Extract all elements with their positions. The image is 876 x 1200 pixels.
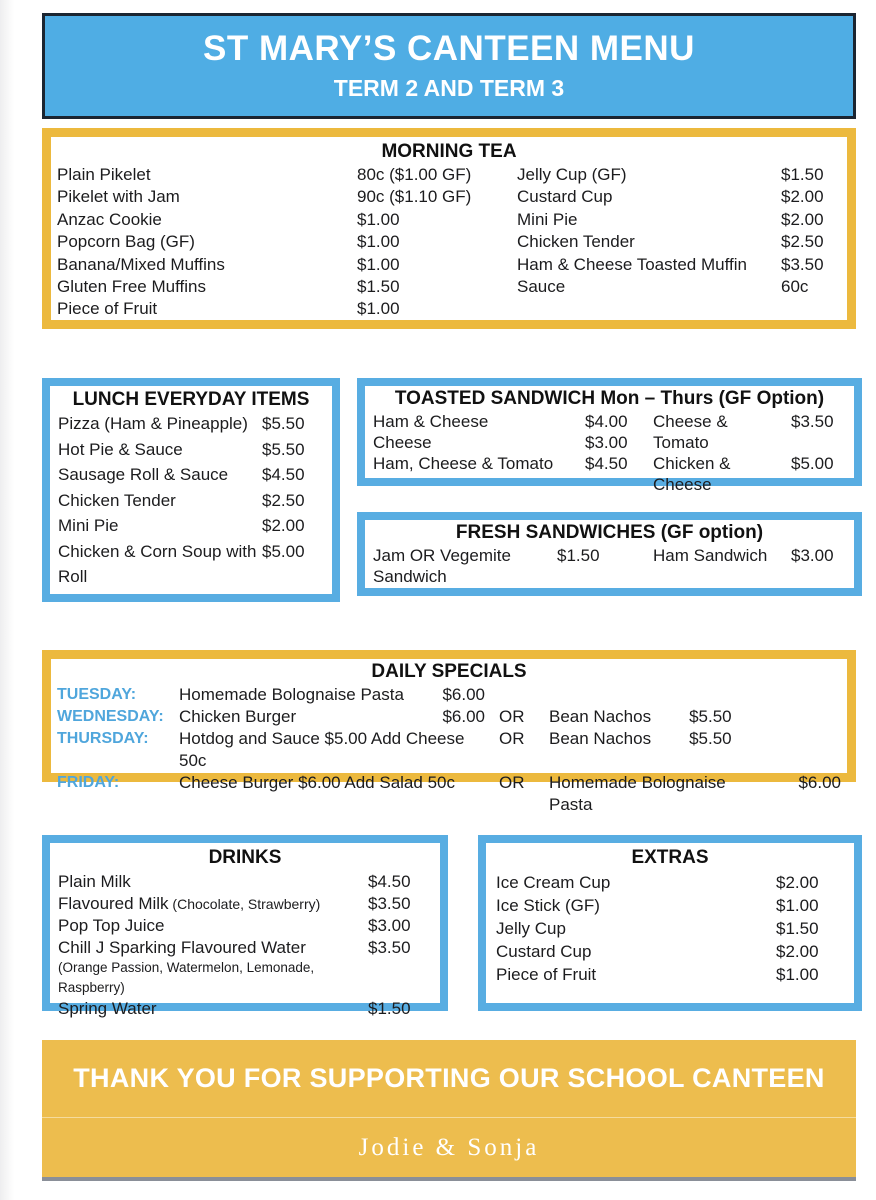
menu-item-name: Jelly Cup (GF)	[517, 165, 627, 184]
daily-special-item: Cheese Burger $6.00 Add Salad 50c	[179, 773, 455, 792]
menu-item-price: $1.00	[357, 232, 400, 252]
menu-item-name: (Orange Passion, Watermelon, Lemonade, Raspberry)	[58, 960, 315, 995]
menu-item-row	[57, 298, 507, 320]
morning-tea-right-column	[517, 164, 841, 321]
page-title: ST MARY’S CANTEEN MENU	[203, 28, 695, 68]
menu-item-name: Chicken & Corn Soup with Roll	[58, 541, 257, 586]
menu-item-price: $1.50	[776, 919, 819, 938]
daily-special-row	[57, 728, 841, 772]
lunch-item-list	[58, 411, 324, 590]
menu-item-name: Ham & Cheese Toasted Muffin	[517, 254, 747, 274]
menu-item-name: Chicken Tender	[58, 490, 176, 510]
menu-item-name: Sauce	[517, 277, 566, 297]
menu-item-name: Ice Stick (GF)	[496, 896, 600, 915]
menu-item-price: $3.00	[791, 546, 834, 565]
menu-item-price: $5.50	[262, 439, 305, 459]
daily-special-main	[179, 772, 499, 816]
menu-item-row	[517, 231, 841, 253]
menu-item-name: Piece of Fruit	[496, 965, 597, 984]
menu-item-price	[368, 958, 432, 998]
menu-item-row	[58, 539, 324, 590]
drinks-title: DRINKS	[208, 847, 282, 868]
menu-item-price: $4.50	[262, 465, 305, 484]
menu-item-name: Popcorn Bag (GF)	[57, 232, 195, 252]
menu-item-name: Hot Pie & Sauce	[58, 439, 183, 459]
menu-item-row	[57, 231, 507, 253]
fresh-sandwiches-columns	[373, 545, 846, 587]
daily-special-day: TUESDAY:	[57, 686, 137, 703]
menu-item-name: Ham Sandwich	[653, 546, 768, 565]
menu-item-row	[517, 254, 841, 276]
footer-signature: Jodie & Sonja	[358, 1133, 540, 1161]
menu-item-row	[58, 871, 432, 893]
menu-item-name: Spring Water	[58, 999, 157, 1018]
menu-item-price: $1.00	[357, 254, 400, 274]
daily-special-alt-item: Bean Nachos	[549, 729, 652, 748]
daily-special-alternative	[549, 684, 841, 706]
menu-item-price: $1.50	[368, 999, 411, 1018]
daily-specials-section	[42, 650, 856, 814]
menu-item-row	[373, 432, 645, 453]
menu-item-row	[57, 209, 507, 231]
menu-item-row	[58, 915, 432, 937]
menu-item-row	[653, 545, 846, 566]
menu-item-price: $1.00	[357, 299, 400, 319]
daily-special-main	[179, 706, 499, 728]
extras-section	[478, 835, 862, 1011]
menu-item-name: Custard Cup	[496, 942, 592, 961]
lunch-everyday-items-section	[42, 378, 340, 602]
menu-item-row	[58, 513, 324, 539]
menu-item-price: $2.00	[781, 209, 824, 229]
daily-special-alt-price: $6.00	[798, 773, 841, 792]
menu-item-row	[653, 453, 846, 495]
menu-item-row	[58, 437, 324, 463]
daily-special-or-label: OR	[499, 773, 525, 792]
menu-item-name: Custard Cup	[517, 187, 613, 207]
menu-item-row	[517, 209, 841, 231]
morning-tea-columns	[57, 164, 841, 321]
daily-special-or-label: OR	[499, 729, 525, 748]
daily-special-alt-price: $5.50	[689, 707, 732, 726]
daily-special-alt-price: $5.50	[689, 729, 732, 748]
menu-item-name: Piece of Fruit	[57, 299, 158, 319]
daily-special-alt-item: Bean Nachos	[549, 707, 652, 726]
menu-item-name: Chicken Tender	[517, 232, 635, 252]
menu-item-note: (Chocolate, Strawberry)	[168, 895, 321, 912]
daily-special-or-label	[499, 684, 549, 706]
menu-item-name: Gluten Free Muffins	[57, 277, 206, 297]
menu-item-row	[58, 958, 432, 998]
menu-item-row	[373, 545, 645, 587]
menu-item-price: 90c ($1.10 GF)	[357, 187, 472, 207]
menu-item-name: Mini Pie	[517, 209, 578, 229]
menu-item-name: Cheese & Tomato	[653, 412, 728, 452]
menu-item-name: Plain Pikelet	[57, 165, 151, 184]
menu-item-row	[58, 937, 432, 959]
lunch-title: LUNCH EVERYDAY ITEMS	[72, 389, 310, 410]
daily-special-price: $6.00	[442, 685, 485, 704]
menu-item-price: $1.00	[357, 209, 400, 229]
toasted-sandwich-section	[357, 378, 862, 494]
menu-item-row	[496, 963, 844, 986]
menu-item-name: Pop Top Juice	[58, 916, 165, 935]
menu-item-price: $3.00	[585, 433, 628, 452]
toasted-sandwich-columns	[373, 411, 846, 495]
menu-item-name: Mini Pie	[58, 516, 119, 535]
drinks-item-list	[58, 871, 432, 1020]
menu-item-price: $3.50	[368, 937, 411, 957]
menu-item-price: $4.50	[368, 872, 411, 891]
menu-item-name: Ham, Cheese & Tomato	[373, 454, 554, 473]
menu-item-name: Chill J Sparking Flavoured Water	[58, 937, 306, 957]
daily-specials-title: DAILY SPECIALS	[371, 661, 527, 682]
menu-item-price: $2.00	[776, 942, 819, 961]
menu-header-banner	[42, 13, 856, 119]
page-subtitle: TERM 2 AND TERM 3	[333, 75, 565, 102]
menu-item-price: 80c ($1.00 GF)	[357, 165, 472, 184]
menu-item-row	[517, 164, 841, 186]
menu-item-price: $3.00	[368, 916, 411, 935]
menu-item-name: Flavoured Milk (Chocolate, Strawberry)	[58, 893, 321, 913]
menu-item-row	[58, 411, 324, 437]
daily-special-or-label: OR	[499, 707, 525, 726]
menu-item-row	[496, 871, 844, 894]
drinks-section	[42, 835, 448, 1018]
menu-item-price: $5.00	[262, 541, 305, 561]
fresh-sandwiches-section	[357, 512, 862, 596]
menu-item-name: Sausage Roll & Sauce	[58, 465, 229, 484]
menu-item-price: $5.50	[262, 414, 305, 433]
menu-item-price: $2.50	[781, 232, 824, 252]
menu-item-row	[496, 940, 844, 963]
menu-item-price: 60c	[781, 277, 809, 297]
menu-item-row	[58, 488, 324, 514]
menu-item-row	[57, 276, 507, 298]
menu-item-price: $5.00	[791, 454, 834, 473]
daily-special-price: $6.00	[442, 707, 485, 726]
fresh-left-column	[373, 545, 653, 587]
daily-special-day: WEDNESDAY:	[57, 708, 164, 725]
menu-item-name: Jam OR Vegemite Sandwich	[373, 546, 511, 586]
toasted-sandwich-title: TOASTED SANDWICH Mon – Thurs (GF Option)	[394, 388, 825, 409]
fresh-right-column	[653, 545, 846, 587]
menu-item-row	[373, 411, 645, 432]
menu-item-name: Cheese	[373, 433, 432, 452]
daily-special-item: Homemade Bolognaise Pasta	[179, 685, 404, 704]
menu-item-price: $2.00	[781, 187, 824, 207]
menu-item-row	[58, 462, 324, 488]
daily-special-alternative	[549, 706, 841, 728]
menu-item-row	[57, 186, 507, 208]
menu-item-row	[57, 164, 507, 186]
footer-banner	[42, 1040, 856, 1181]
daily-special-row	[57, 684, 841, 706]
menu-item-price: $2.00	[776, 873, 819, 892]
daily-special-row	[57, 706, 841, 728]
menu-item-name: Pizza (Ham & Pineapple)	[58, 414, 248, 433]
menu-item-name: Pikelet with Jam	[57, 187, 180, 207]
menu-item-name: Banana/Mixed Muffins	[57, 254, 225, 274]
daily-special-main	[179, 728, 499, 772]
menu-item-name: Jelly Cup	[496, 919, 566, 938]
menu-item-price: $3.50	[368, 893, 411, 913]
menu-item-price: $3.50	[791, 412, 834, 431]
extras-title: EXTRAS	[631, 847, 709, 868]
toasted-right-column	[653, 411, 846, 495]
morning-tea-left-column	[57, 164, 517, 321]
menu-item-price: $3.50	[781, 254, 824, 274]
morning-tea-title: MORNING TEA	[381, 141, 517, 162]
daily-specials-rows	[57, 684, 841, 816]
daily-special-alternative	[549, 728, 841, 772]
menu-item-price: $4.00	[585, 412, 628, 431]
daily-special-item: Hotdog and Sauce $5.00 Add Cheese 50c	[179, 729, 465, 770]
footer-thank-you-text: THANK YOU FOR SUPPORTING OUR SCHOOL CANTEEN	[42, 1040, 856, 1118]
menu-item-row	[496, 894, 844, 917]
menu-item-price: $1.00	[776, 896, 819, 915]
menu-item-row	[496, 917, 844, 940]
daily-special-alternative	[549, 772, 841, 816]
toasted-left-column	[373, 411, 653, 495]
daily-special-day: THURSDAY:	[57, 730, 149, 747]
menu-item-price: $2.00	[262, 516, 305, 535]
menu-item-price: $2.50	[262, 490, 305, 510]
menu-item-price: $1.00	[776, 965, 819, 984]
menu-item-row	[58, 893, 432, 916]
menu-item-price: $4.50	[585, 454, 628, 473]
fresh-sandwiches-title: FRESH SANDWICHES (GF option)	[455, 522, 764, 543]
menu-item-name: Ice Cream Cup	[496, 873, 611, 892]
daily-special-row	[57, 772, 841, 816]
menu-item-row	[517, 276, 841, 298]
menu-item-row	[373, 453, 645, 474]
menu-item-name: Anzac Cookie	[57, 209, 162, 229]
menu-item-name: Chicken & Cheese	[653, 454, 731, 494]
morning-tea-section	[42, 128, 856, 329]
menu-item-name: Ham & Cheese	[373, 412, 489, 431]
daily-special-main	[179, 684, 499, 706]
daily-special-day: FRIDAY:	[57, 774, 120, 791]
menu-item-price: $1.50	[781, 165, 824, 184]
menu-item-price: $1.50	[357, 277, 400, 297]
daily-special-item: Chicken Burger	[179, 707, 297, 726]
menu-item-row	[57, 254, 507, 276]
menu-item-row	[517, 186, 841, 208]
menu-item-name: Plain Milk	[58, 872, 131, 891]
menu-item-row	[653, 411, 846, 453]
menu-item-price: $1.50	[557, 546, 600, 565]
menu-item-row	[58, 998, 432, 1020]
daily-special-alt-item: Homemade Bolognaise Pasta	[549, 773, 726, 814]
extras-item-list	[496, 871, 844, 986]
